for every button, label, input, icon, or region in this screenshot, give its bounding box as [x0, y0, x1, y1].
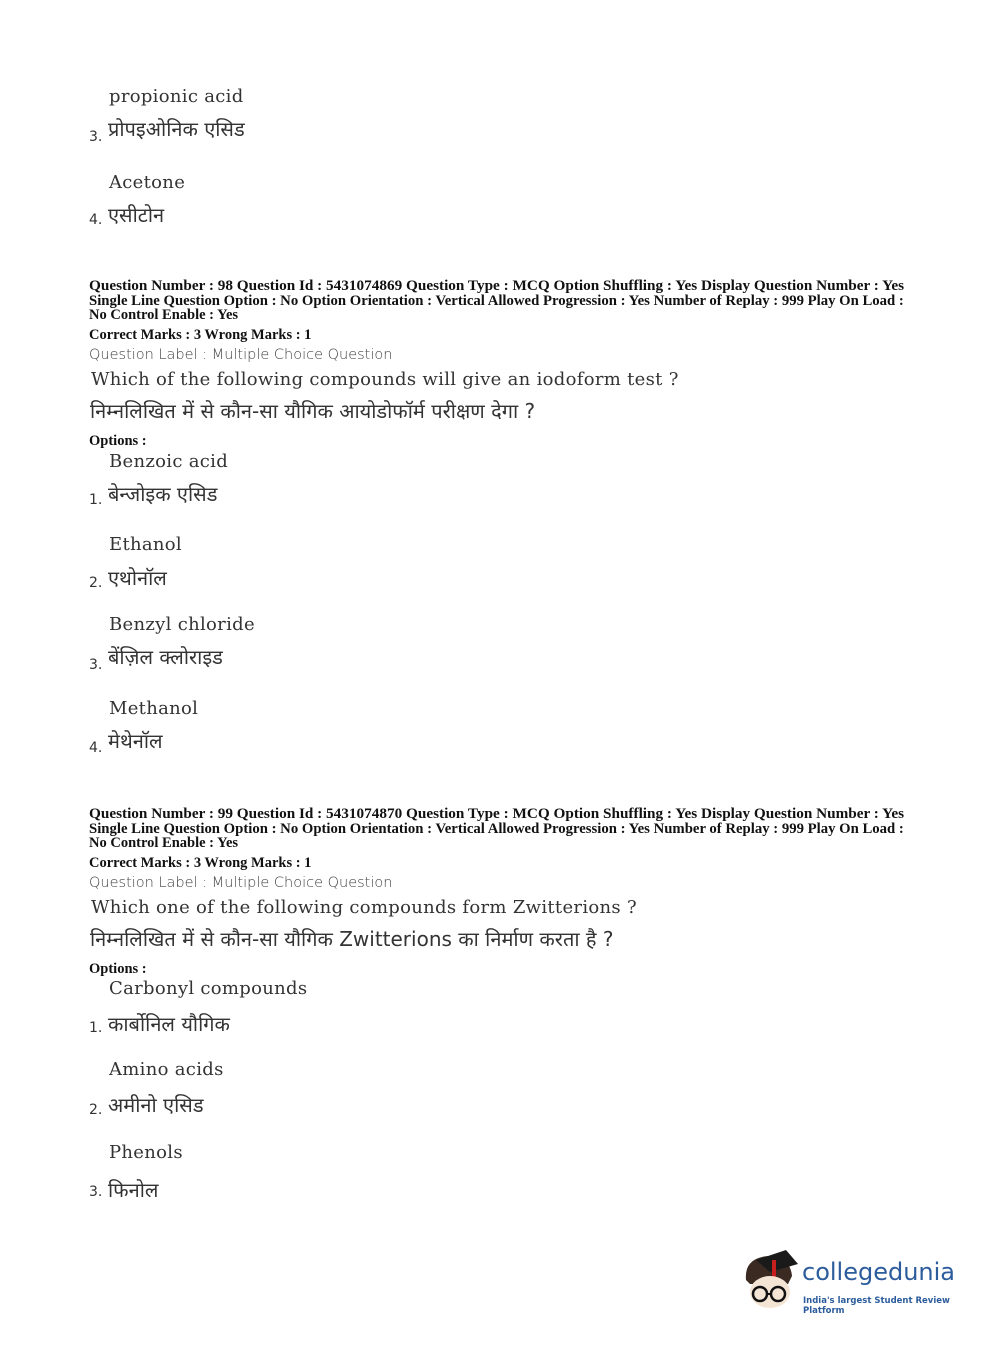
option-number: 3. — [89, 1184, 103, 1200]
options-label: Options : — [89, 433, 147, 449]
question-meta-line: Question Number : 99 Question Id : 5431074870 Question Type : MCQ Option Shuffling : Yes Display Question Number : Yes — [89, 806, 905, 822]
marks-line: Correct Marks : 3 Wrong Marks : 1 — [89, 855, 312, 871]
option-text-hi: कार्बोनिल यौगिक — [108, 1012, 230, 1036]
options-label: Options : — [89, 961, 147, 977]
logo-tagline: India's largest Student Review Platform — [803, 1296, 950, 1316]
option-text-hi: फिनोल — [108, 1178, 159, 1202]
question-meta-line: Question Number : 98 Question Id : 5431074869 Question Type : MCQ Option Shuffling : Yes Display Question Number : Yes — [89, 278, 905, 294]
question-text-hi: निम्नलिखित में से कौन-सा यौगिक Zwitterions का निर्माण करता है ? — [90, 927, 614, 951]
option-text-en: Amino acids — [109, 1059, 224, 1080]
option-number: 2. — [89, 1102, 103, 1118]
option-text-hi: प्रोपइओनिक एसिड — [108, 117, 245, 141]
option-text-hi: अमीनो एसिड — [108, 1093, 204, 1117]
option-number: 4. — [89, 212, 103, 228]
option-text-en: Carbonyl compounds — [109, 978, 308, 999]
option-number: 3. — [89, 129, 103, 145]
logo-name: collegedunia — [802, 1258, 956, 1286]
question-label: Question Label : Multiple Choice Question — [89, 347, 393, 363]
option-text-en: Acetone — [109, 172, 186, 193]
option-number: 4. — [89, 740, 103, 756]
mascot-icon — [742, 1250, 800, 1314]
option-text-hi: मेथेनॉल — [108, 729, 163, 753]
option-text-en: Phenols — [109, 1142, 183, 1163]
option-text-en: Ethanol — [109, 534, 182, 555]
option-text-hi: एसीटोन — [108, 203, 165, 227]
option-text-en: propionic acid — [109, 86, 244, 107]
option-text-hi: एथोनॉल — [108, 566, 167, 590]
question-text-en: Which one of the following compounds form Zwitterions ? — [91, 897, 637, 918]
option-text-hi: बेंज़िल क्लोराइड — [108, 645, 223, 669]
question-meta-line: Single Line Question Option : No Option Orientation : Vertical Allowed Progression : Yes Number of Replay : 999 Play On Load : — [89, 292, 904, 309]
question-text-hi: निम्नलिखित में से कौन-सा यौगिक आयोडोफॉर्म परीक्षण देगा ? — [90, 399, 536, 423]
question-meta-line: No Control Enable : Yes — [89, 835, 239, 851]
marks-line: Correct Marks : 3 Wrong Marks : 1 — [89, 327, 312, 343]
option-text-en: Benzyl chloride — [109, 614, 255, 635]
option-number: 1. — [89, 492, 103, 508]
option-text-en: Methanol — [109, 698, 199, 719]
question-meta-line: No Control Enable : Yes — [89, 307, 239, 323]
option-number: 3. — [89, 657, 103, 673]
question-label: Question Label : Multiple Choice Question — [89, 875, 393, 891]
option-number: 2. — [89, 575, 103, 591]
option-number: 1. — [89, 1020, 103, 1036]
option-text-hi: बेन्जोइक एसिड — [108, 482, 218, 506]
collegedunia-logo — [742, 1250, 972, 1314]
question-text-en: Which of the following compounds will give an iodoform test ? — [91, 369, 679, 390]
question-meta-line: Single Line Question Option : No Option Orientation : Vertical Allowed Progression : Yes Number of Replay : 999 Play On Load : — [89, 820, 904, 837]
option-text-en: Benzoic acid — [109, 451, 229, 472]
